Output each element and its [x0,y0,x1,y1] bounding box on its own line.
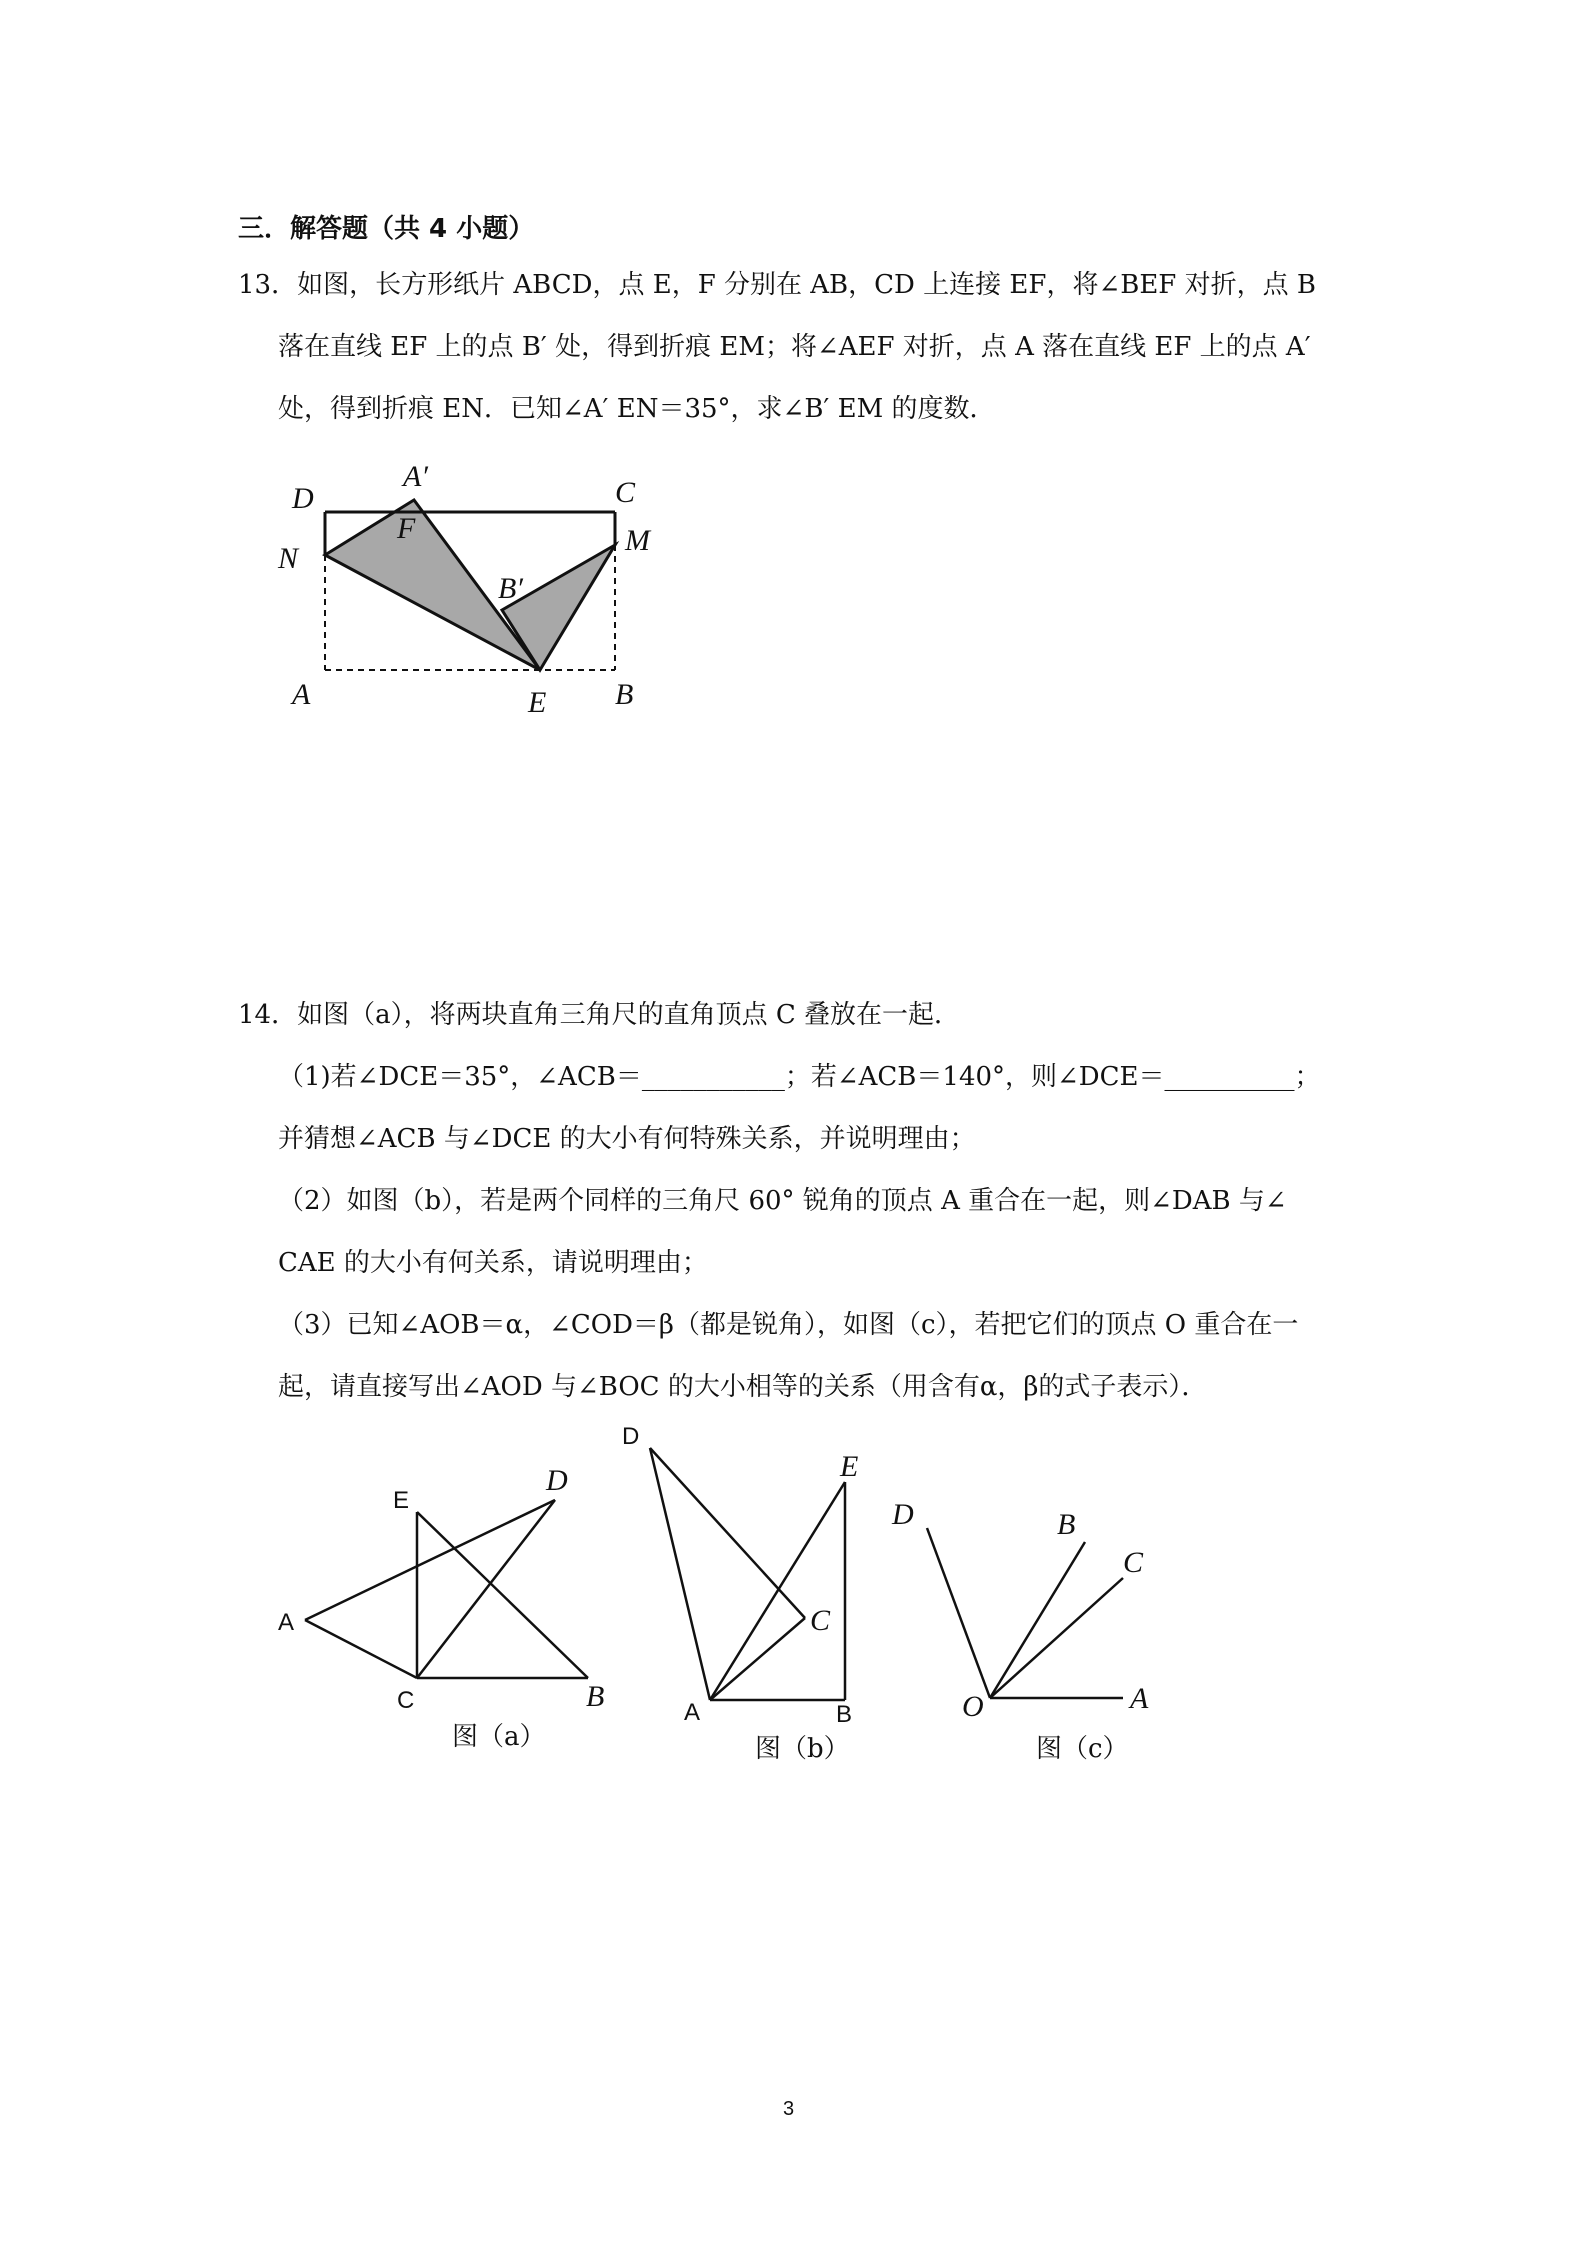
fig-c-label-B: B [1057,1508,1076,1541]
fig-b-label-C: C [810,1604,831,1637]
edge-ad [305,1500,555,1620]
ray-oc [990,1578,1123,1698]
fig-a-label-B: B [586,1680,605,1713]
q13-label-A: A [292,678,311,711]
q13-label-A-prime: A′ [403,460,428,493]
q13-label-B-prime: B′ [498,572,523,605]
edge-eb [417,1512,588,1678]
fig-b-label-E: E [840,1450,859,1483]
fig-b-caption: 图（b） [755,1734,850,1764]
q13-label-M: M [625,524,650,557]
fig-a-label-A: A [278,1609,295,1636]
q14-part3-line: （3）已知∠AOB＝α，∠COD＝β（都是锐角），如图（c），若把它们的顶点 O 重合在一 [278,1310,1299,1340]
q13-label-F: F [397,512,416,545]
q13-label-B: B [615,678,634,711]
q13-label-D: D [292,482,314,515]
fig-a-label-E: E [393,1487,410,1514]
q13-line-3: 处，得到折痕 EN．已知∠A′ EN＝35°，求∠B′ EM 的度数． [278,394,996,424]
q13-label-C: C [615,476,636,509]
fig-b-label-A: A [684,1699,701,1726]
edge-ac [305,1620,417,1678]
q14-part3-line-2: 起，请直接写出∠AOD 与∠BOC 的大小相等的关系（用含有α，β的式子表示）． [278,1372,1208,1402]
edge-ac [710,1618,805,1700]
fig-c-label-O: O [962,1690,984,1720]
q14-figure-a [270,1460,610,1720]
q14-figure-c [880,1480,1180,1720]
q14-part1-line: （1)若∠DCE＝35°，∠ACB＝___________；若∠ACB＝140°，则∠DCE＝__________； [278,1062,1321,1092]
q14-figure-b [610,1420,890,1730]
fig-a-label-D: D [546,1464,568,1497]
fig-c-label-C: C [1123,1546,1144,1579]
fig-c-caption: 图（c） [1036,1734,1129,1764]
fig-b-label-D: D [622,1423,640,1450]
q14-part2-line: （2）如图（b），若是两个同样的三角尺 60° 锐角的顶点 A 重合在一起，则∠DAB 与∠ [278,1186,1287,1216]
q13-label-N: N [278,542,299,575]
fig-c-label-A: A [1130,1682,1149,1715]
q13-line-2: 落在直线 EF 上的点 B′ 处，得到折痕 EM；将∠AEF 对折，点 A 落在直线 EF 上的点 A′ [278,332,1311,362]
edge-dc [417,1500,555,1678]
edge-ae [710,1482,845,1700]
page-number: 3 [783,2098,795,2120]
section-title: 三．解答题（共 4 小题） [238,214,535,244]
ray-ob [990,1542,1085,1698]
fig-a-label-C: C [397,1687,415,1714]
edge-dc [650,1448,805,1618]
q13-label-E: E [528,686,547,719]
q14-part2-line-2: CAE 的大小有何关系，请说明理由； [278,1248,708,1278]
q14-line-1: 14．如图（a），将两块直角三角尺的直角顶点 C 叠放在一起． [238,1000,961,1030]
q13-figure [270,450,690,730]
fig-b-label-B: B [836,1701,853,1728]
fig-c-label-D: D [892,1498,914,1531]
q14-part1-line-2: 并猜想∠ACB 与∠DCE 的大小有何特殊关系，并说明理由； [278,1124,976,1154]
edge-da [650,1448,710,1700]
ray-od [927,1528,990,1698]
q13-line-1: 13．如图，长方形纸片 ABCD，点 E，F 分别在 AB，CD 上连接 EF，将∠BEF 对折，点 B [238,270,1316,300]
fig-a-caption: 图（a） [452,1722,546,1752]
